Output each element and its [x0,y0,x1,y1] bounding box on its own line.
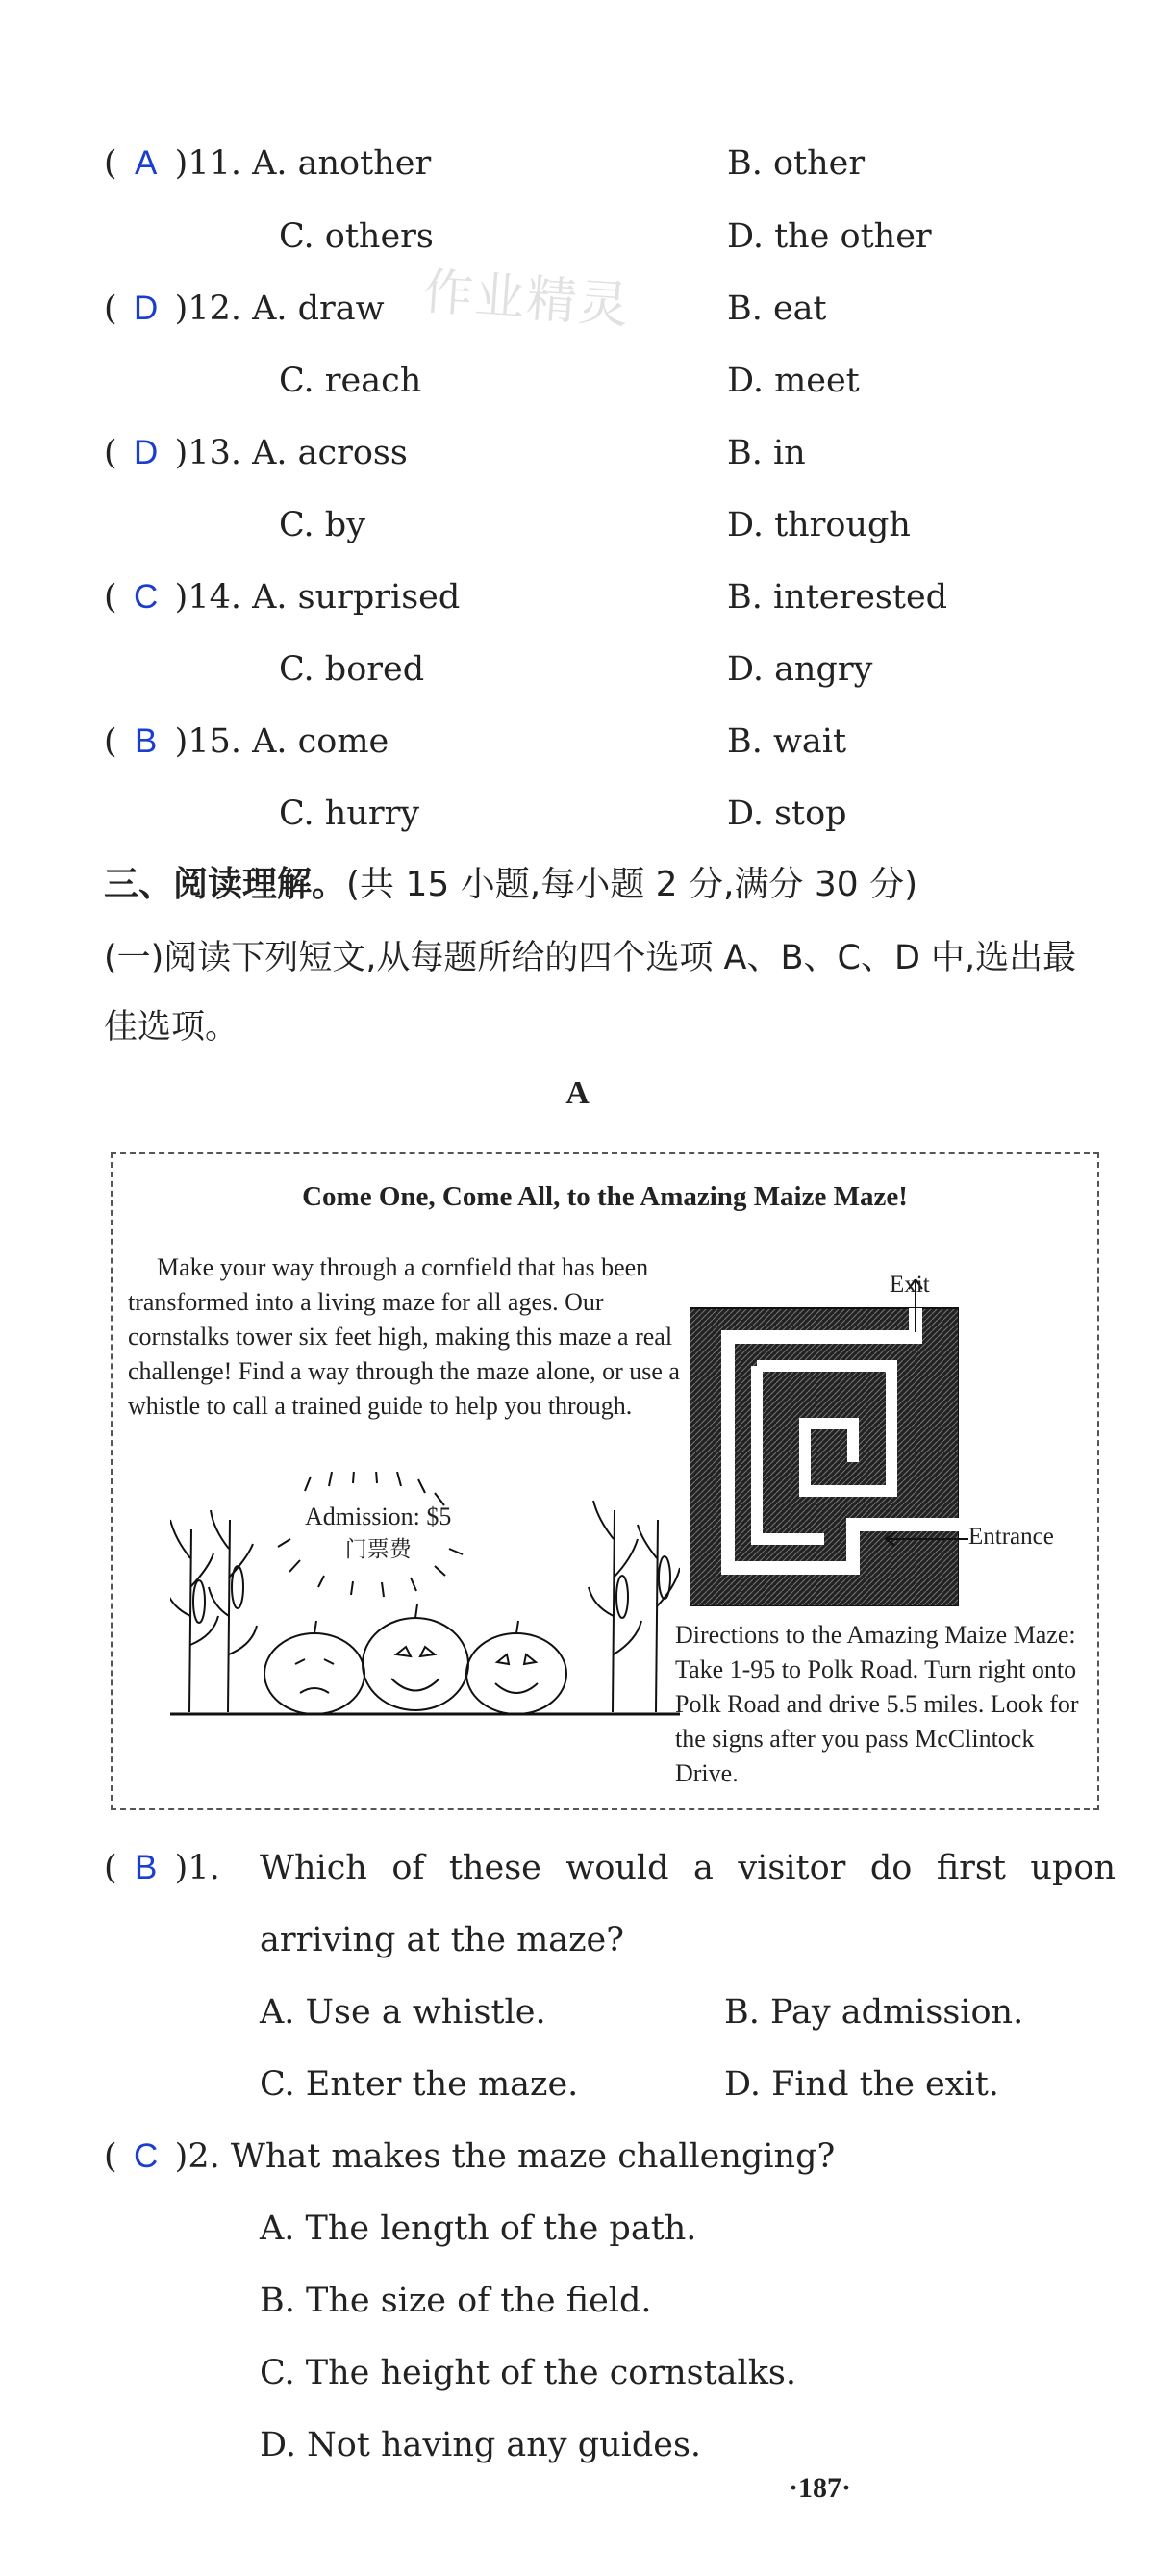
answer-mark: C [134,2137,159,2175]
question-number: 1 [188,1849,210,1887]
q1-option-b: B. Pay admission. [724,1993,1024,2032]
passage-letter: A [565,1075,590,1111]
option-b: B. other [727,144,866,183]
maze-entrance-label: Entrance [968,1524,1054,1550]
option-c: C. reach [279,362,422,400]
page-number: ·187· [789,2472,852,2504]
question-number: 13 [188,434,231,472]
answer-mark: B [134,722,158,760]
option-b: B. eat [727,290,827,328]
option-c: C. others [279,217,434,256]
q2-option-d: D. Not having any guides. [260,2426,702,2464]
q1-option-a: A. Use a whistle. [260,1993,546,2032]
question-number: 14 [188,578,231,617]
admission-label [305,1501,451,1566]
option-a: A. surprised [252,578,461,617]
watermark: 作业精灵 [420,263,633,336]
option-d: D. the other [727,217,932,256]
option-a: A. draw [252,290,385,328]
answer-mark: B [134,1849,158,1886]
option-b: B. wait [727,722,847,761]
q2-option-c: C. The height of the cornstalks. [260,2354,797,2392]
answer-mark: A [134,144,158,182]
option-a: A. come [252,722,389,761]
option-a: A. another [252,144,432,183]
section-heading [104,861,917,909]
mc-question-15: ( B )15. A. come [104,719,389,765]
question-number: 11 [188,144,231,183]
option-c: C. by [279,506,365,544]
q2-option-b: B. The size of the field. [260,2282,652,2320]
section-title: 三、阅读理解。 [104,865,347,904]
answer-mark: C [134,578,159,616]
reading-question-1: ( B )1. [104,1845,220,1891]
option-c: C. hurry [279,795,420,833]
advertisement-box [111,1152,1099,1810]
answer-mark: D [134,434,159,471]
option-a: A. across [252,434,408,472]
maze-illustration [690,1279,959,1606]
option-d: D. stop [727,795,847,833]
option-b: B. interested [727,578,948,617]
option-c: C. bored [279,650,425,689]
option-d: D. meet [727,362,860,400]
q1-option-c: C. Enter the maze. [260,2065,579,2104]
maze-exit-label: Exit [890,1272,930,1298]
ad-text: Make your way through a cornfield that has been transformed into a living maze for all ages. Our cornstalks tower six feet high, making this maze a real challenge! Find a way through the maze alone, or use a whistle to call a trained guide to help you through. [128,1253,680,1420]
option-d: D. angry [727,650,873,689]
question-1-stem: Which of these would a visitor do first upon arriving at the maze? [260,1849,1116,1959]
admission-chinese: 门票费 [344,1537,412,1562]
option-b: B. in [727,434,806,472]
section-note: (共 15 小题,每小题 2 分,满分 30 分) [346,865,918,904]
question-number: 12 [188,290,231,328]
mc-question-14: ( C )14. A. surprised [104,574,460,620]
question-number: 2 [188,2137,210,2176]
question-number: 15 [188,722,231,761]
section-instruction: (一)阅读下列短文,从每题所给的四个选项 A、B、C、D 中,选出最佳选项。 [104,939,1077,1047]
mc-question-12: ( D )12. A. draw [104,286,385,332]
mc-question-11: ( A )11. A. another [104,140,431,187]
reading-question-2: ( C )2. What makes the maze challenging? [104,2134,835,2180]
option-d: D. through [727,506,911,544]
entrance-arrow-icon [882,1529,968,1549]
admission-price: Admission: $5 [305,1503,452,1530]
mc-question-13: ( D )13. A. across [104,430,408,476]
q2-option-a: A. The length of the path. [260,2210,697,2248]
q1-option-d: D. Find the exit. [724,2065,999,2104]
ad-title: Come One, Come All, to the Amazing Maize Maze! [302,1181,908,1212]
question-2-stem: What makes the maze challenging? [230,2137,836,2176]
answer-mark: D [134,290,159,327]
ad-directions: Directions to the Amazing Maize Maze: Take 1-95 to Polk Road. Turn right onto Polk Road and drive 5.5 miles. Look for the signs after you pass McClintock Drive. [675,1621,1079,1787]
